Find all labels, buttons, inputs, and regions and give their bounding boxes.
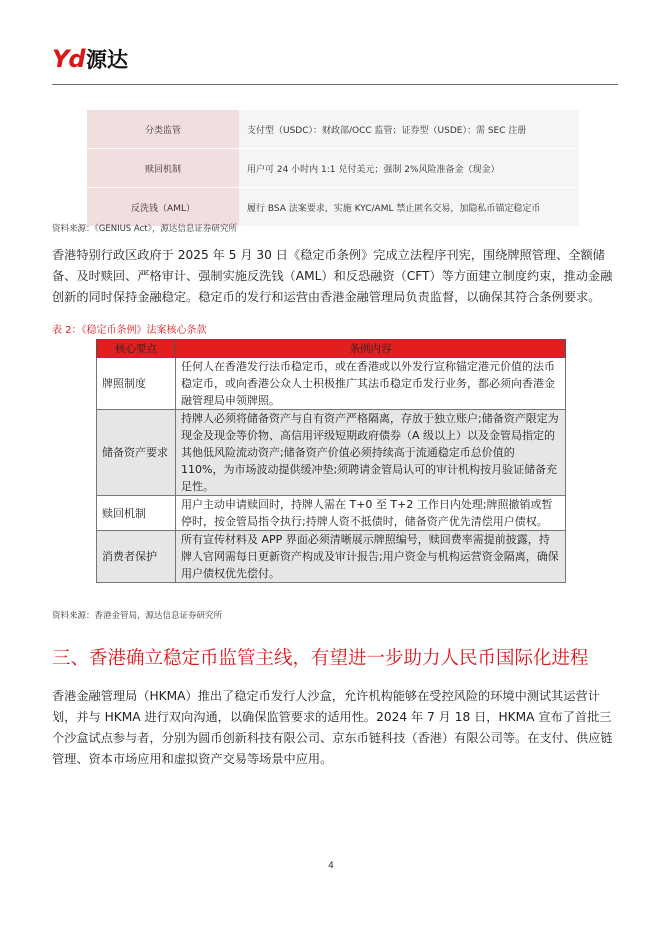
table1-source: 资料来源：《GENIUS Act》，源达信息证券研究所 xyxy=(52,224,237,234)
table-cell-key: 反洗钱（AML） xyxy=(87,188,239,227)
genius-act-table xyxy=(87,110,579,227)
header-divider xyxy=(52,84,618,85)
table2-source: 资料来源：香港金管局，源达信息证券研究所 xyxy=(52,611,223,621)
column-header-key: 核心要点 xyxy=(97,340,176,358)
page-header xyxy=(52,44,618,76)
table-row xyxy=(87,149,579,188)
table-cell-value: 履行 BSA 法案要求，实施 KYC/AML 禁止匿名交易，加隐私币锚定稳定币 xyxy=(239,188,579,227)
table-cell-key: 赎回机制 xyxy=(97,496,176,531)
table-cell-key: 牌照制度 xyxy=(97,358,176,410)
brand-logo-mark: Yd xyxy=(52,45,85,73)
table-cell-key: 赎回机制 xyxy=(87,149,239,188)
table-cell-key: 消费者保护 xyxy=(97,531,176,583)
paragraph-hkma-sandbox: 香港金融管理局（HKMA）推出了稳定币发行人沙盒，允许机构能够在受控风险的环境中测试其运营计划，并与 HKMA 进行双向沟通，以确保监管要求的适用性。2024 年 7 月 18 日，HKMA 宣布了首批三个沙盒试点参与者，分别为圆币创新科技有限公司、京东币链科技（香港）有限公司等。在支付、供应链管理、资本市场应用和虚拟资产交易等场景中应用。 xyxy=(52,689,613,766)
table-row xyxy=(97,531,566,583)
table-row xyxy=(97,358,566,410)
table-header-row xyxy=(97,340,566,358)
table-row xyxy=(97,496,566,531)
table-cell-value: 用户主动申请赎回时，持牌人需在 T+0 至 T+2 工作日内处理;牌照撤销或暂停时，按金管局指令执行;持牌人资不抵债时，储备资产优先清偿用户债权。 xyxy=(176,496,566,531)
section-heading: 三、香港确立稳定币监管主线，有望进一步助力人民币国际化进程 xyxy=(52,648,589,669)
table-cell-value: 用户可 24 小时内 1:1 兑付美元；强制 2%风险准备金（现金） xyxy=(239,149,579,188)
brand-logo-text: 源达 xyxy=(86,48,128,72)
table-cell-value: 持牌人必须将储备资产与自有资产严格隔离，存放于独立账户;储备资产限定为现金及现金等价物、高信用评级短期政府债券（A 级以上）以及金管局指定的其他低风险流动资产;储备资产价值必须持续高于流通稳定币总价值的 110%，为市场波动提供缓冲垫;须聘请金管局认可的审计机构按月验证储备充足性。 xyxy=(176,410,566,496)
ordinance-clauses-table xyxy=(96,339,566,583)
table-cell-value: 所有宣传材料及 APP 界面必须清晰展示牌照编号，赎回费率需提前披露，持牌人官网需每日更新资产构成及审计报告;用户资金与机构运营资金隔离，确保用户债权优先偿付。 xyxy=(176,531,566,583)
table-cell-value: 任何人在香港发行法币稳定币，或在香港或以外发行宣称锚定港元价值的法币稳定币，或向香港公众人士积极推广其法币稳定币发行业务，都必须向香港金融管理局申领牌照。 xyxy=(176,358,566,410)
table-row xyxy=(87,188,579,227)
paragraph-hk-ordinance: 香港特别行政区政府于 2025 年 5 月 30 日《稳定币条例》完成立法程序刊宪，围绕牌照管理、全额储备、及时赎回、严格审计、强制实施反洗钱（AML）和反恐融资（CFT）等方面建立制度约束，推动金融创新的同时保持金融稳定。稳定币的发行和运营由香港金融管理局负责监督，以确保其符合条例要求。 xyxy=(52,248,613,304)
table-cell-value: 支付型（USDC）：财政部/OCC 监管；证券型（USDE）：需 SEC 注册 xyxy=(239,110,579,149)
table-row xyxy=(87,110,579,149)
table-cell-key: 分类监管 xyxy=(87,110,239,149)
table-cell-key: 储备资产要求 xyxy=(97,410,176,496)
column-header-value: 条例内容 xyxy=(176,340,566,358)
table2-title: 表 2：《稳定币条例》法案核心条款 xyxy=(52,325,207,336)
page-number: 4 xyxy=(328,861,334,871)
table-row xyxy=(97,410,566,496)
